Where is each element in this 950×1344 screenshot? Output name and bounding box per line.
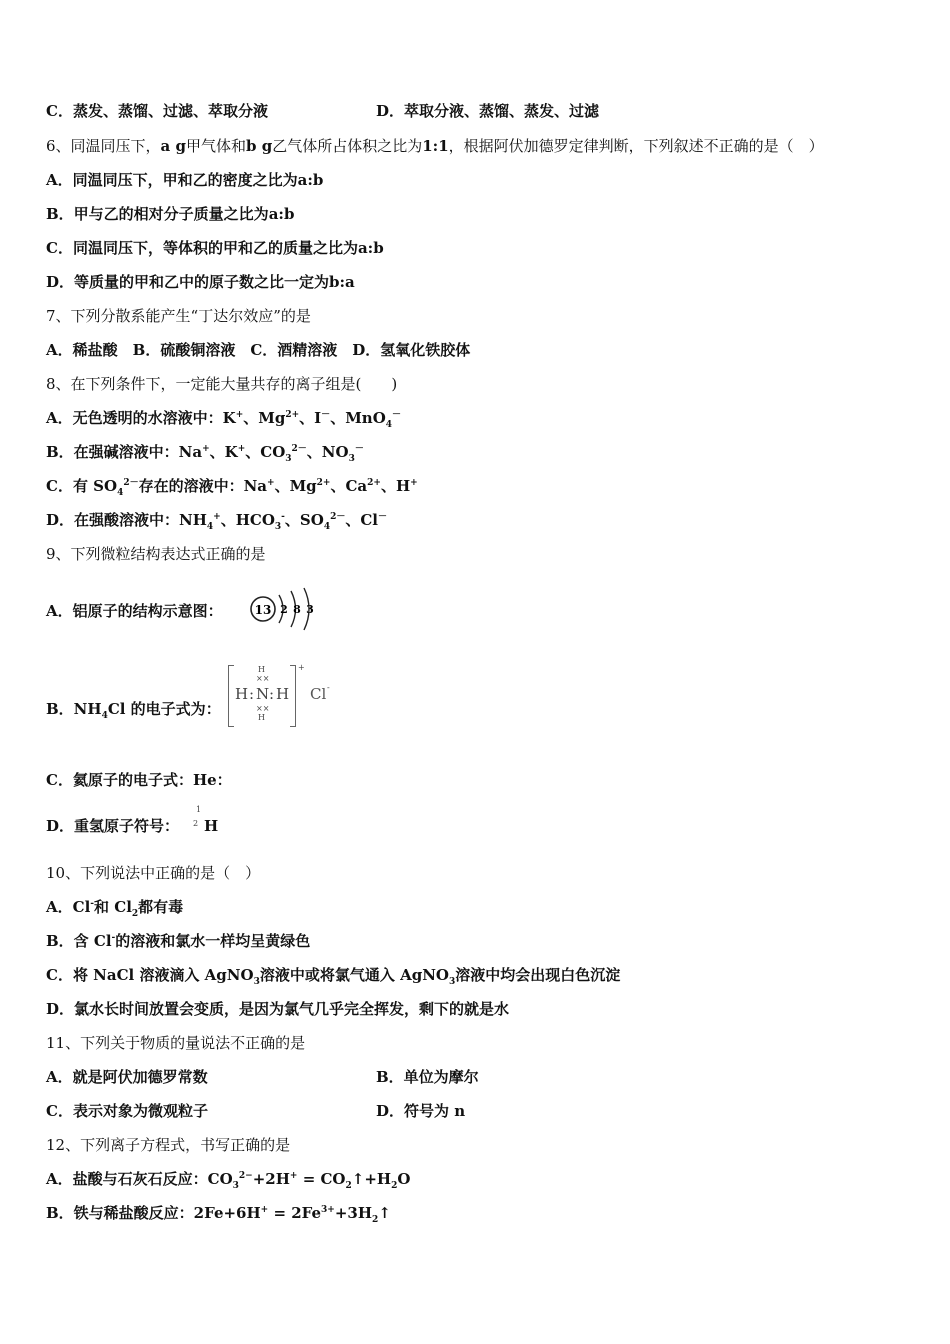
top-electron-pair: ×× <box>256 674 270 683</box>
top-hydrogen: H <box>258 665 265 674</box>
bottom-electron-pair: ×× <box>256 704 270 713</box>
q8-option-d: D．在强酸溶液中：$NH_4^+$、$HCO_3^-$、$SO_4^{2-}$、Cl－ <box>46 511 388 532</box>
q9-option-a: A．铝原子的结构示意图： <box>46 602 223 620</box>
right-electron-pair: : <box>269 685 275 703</box>
q10-option-b: B．含 Cl-的溶液和氯水一样均呈黄绿色 <box>46 932 311 950</box>
q7-options: A．稀盐酸 B．硫酸铜溶液 C．酒精溶液 D．氢氧化铁胶体 <box>46 341 471 359</box>
hydrogen-mass-number: 1 <box>196 805 202 814</box>
q5-option-d: D．萃取分液、蒸馏、蒸发、过滤 <box>376 102 600 120</box>
q8-option-c: C．有 $SO_4^{2-}$存在的溶液中：Na+、$Mg^{2+}$、$Ca^{2+}$、H+ <box>46 477 418 498</box>
left-electron-pair: : <box>249 685 255 703</box>
q6-stem: 6、同温同压下，a g甲气体和b g乙气体所占体积之比为1:1，根据阿伏加德罗定律判断，下列叙述不正确的是（ ） <box>46 137 824 155</box>
shell-electrons-1: 2 <box>280 603 288 616</box>
ammonium-charge: + <box>298 663 305 672</box>
nitrogen-atom: N <box>256 685 270 703</box>
q10-option-c: C．将 NaCl 溶液滴入 AgNO$_3$溶液中或将氯气通入 AgNO$_3$溶液中均会出现白色沉淀 <box>46 966 621 987</box>
chloride-charge: - <box>327 683 330 692</box>
q12-option-a: A．盐酸与石灰石反应：$CO_3^{2-}+2H^+$ = $CO_2↑+H_2O$ <box>46 1170 411 1191</box>
aluminum-atom-diagram <box>246 585 326 633</box>
q8-option-b: B．在强碱溶液中：Na+、K+、$CO_3^{2-}$、$NO_3^-$ <box>46 443 364 464</box>
nucleus-charge: 13 <box>254 603 272 617</box>
q9-stem: 9、下列微粒结构表达式正确的是 <box>46 545 266 563</box>
q10-stem: 10、下列说法中正确的是（ ） <box>46 864 261 882</box>
chloride-symbol: Cl <box>310 685 327 703</box>
q10-option-a: A．Cl-和 $Cl_2$都有毒 <box>46 898 184 919</box>
q11-option-a: A．就是阿伏加德罗常数 <box>46 1068 208 1086</box>
q12-stem: 12、下列离子方程式，书写正确的是 <box>46 1136 291 1154</box>
bottom-hydrogen: H <box>258 713 265 722</box>
q6-option-a: A．同温同压下，甲和乙的密度之比为a:b <box>46 171 324 189</box>
q11-option-c: C．表示对象为微观粒子 <box>46 1102 208 1120</box>
q8-stem: 8、在下列条件下，一定能大量共存的离子组是( ) <box>46 375 398 393</box>
left-bracket <box>228 665 234 727</box>
q6-option-c: C．同温同压下，等体积的甲和乙的质量之比为a:b <box>46 239 384 257</box>
right-hydrogen: H <box>276 685 290 703</box>
shell-electrons-3: 3 <box>306 603 314 616</box>
q8-option-a: A．无色透明的水溶液中：K+、$Mg^{2+}$、I－、MnO$_4$－ <box>46 409 402 430</box>
q11-stem: 11、下列关于物质的量说法不正确的是 <box>46 1034 306 1052</box>
q7-stem: 7、下列分散系能产生“丁达尔效应”的是 <box>46 307 311 325</box>
q12-option-b: B．铁与稀盐酸反应：$2Fe+6H^+ = 2Fe^{3+}+3H_2↑$ <box>46 1204 391 1225</box>
q11-option-b: B．单位为摩尔 <box>376 1068 479 1086</box>
q9-option-c: C．氦原子的电子式：He： <box>46 771 232 789</box>
q6-option-d: D．等质量的甲和乙中的原子数之比一定为b:a <box>46 273 355 291</box>
hydrogen-atomic-number: 2 <box>193 819 199 828</box>
q5-option-c: C．蒸发、蒸馏、过滤、萃取分液 <box>46 102 268 120</box>
nh4cl-electron-formula <box>226 663 336 729</box>
q10-option-d: D．氯水长时间放置会变质，是因为氯气几乎完全挥发，剩下的就是水 <box>46 1000 510 1018</box>
hydrogen-symbol: H <box>204 817 219 835</box>
q9-option-b: B．$NH_4Cl$ 的电子式为： <box>46 700 221 721</box>
right-bracket <box>290 665 296 727</box>
q9-option-d: D．重氢原子符号： <box>46 817 180 835</box>
shell-electrons-2: 8 <box>293 603 301 616</box>
q6-option-b: B．甲与乙的相对分子质量之比为a:b <box>46 205 295 223</box>
left-hydrogen: H <box>235 685 249 703</box>
q11-option-d: D．符号为 n <box>376 1102 466 1120</box>
